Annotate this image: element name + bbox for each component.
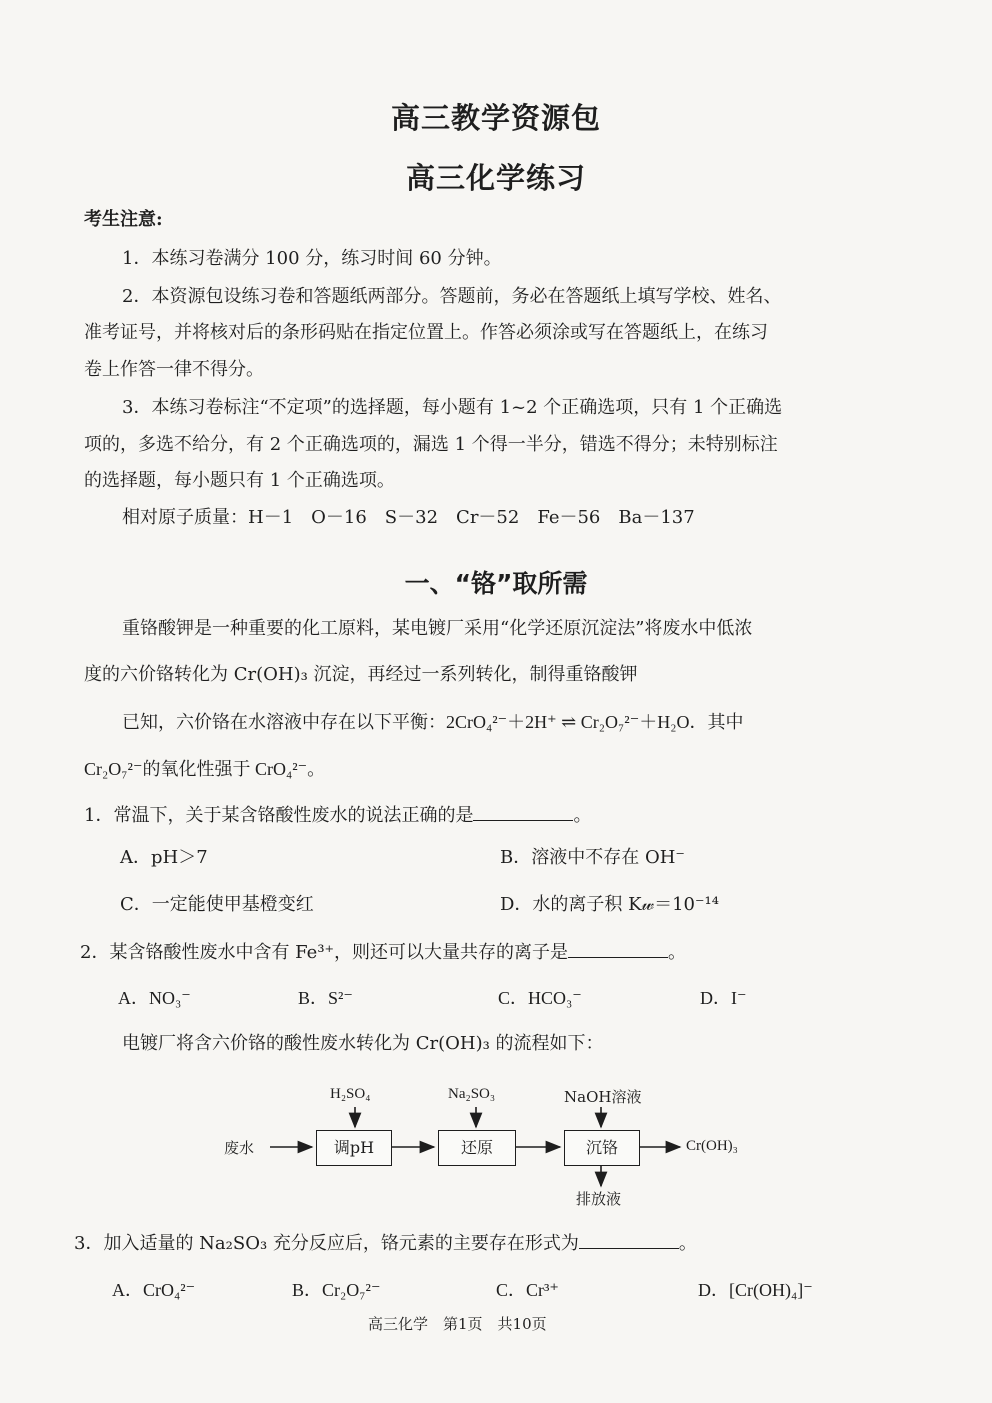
notice-item-3-line-3: 的选择题，每小题只有 1 个正确选项。 — [84, 470, 395, 491]
document-subtitle: 高三化学练习 — [405, 161, 586, 195]
question-2-stem: 2．某含铬酸性废水中含有 Fe³⁺，则还可以大量共存的离子是 — [80, 942, 569, 963]
notice-heading: 考生注意: — [84, 209, 163, 230]
question-2-option-d: D．I⁻ — [700, 988, 747, 1008]
question-1-option-b: B．溶液中不存在 OH⁻ — [500, 847, 685, 868]
flow-step-reduce: 还原 — [438, 1130, 516, 1166]
question-2-end: 。 — [668, 942, 687, 963]
notice-item-2-line-3: 卷上作答一律不得分。 — [84, 359, 264, 380]
question-3-answer-blank[interactable] — [579, 1230, 679, 1249]
question-3-option-c: C．Cr³⁺ — [496, 1280, 559, 1300]
question-1-end: 。 — [573, 805, 592, 826]
atomic-masses: 相对原子质量：H－1 O－16 S－32 Cr－52 Fe－56 Ba－137 — [122, 507, 695, 528]
question-1-option-c: C．一定能使甲基橙变红 — [120, 894, 314, 915]
notice-item-2-line-2: 准考证号，并将核对后的条形码贴在指定位置上。作答必须涂或写在答题纸上，在练习 — [84, 322, 768, 343]
document-title: 高三教学资源包 — [390, 101, 601, 135]
question-1-stem: 1．常温下，关于某含铬酸性废水的说法正确的是 — [84, 805, 474, 826]
question-3-option-d: D．[Cr(OH)₄]⁻ — [698, 1280, 813, 1300]
flow-step-precipitate: 沉铬 — [564, 1130, 640, 1166]
equilibrium-line-2: Cr₂O₇²⁻的氧化性强于 CrO₄²⁻。 — [84, 759, 326, 779]
notice-item-3-line-1: 3．本练习卷标注“不定项”的选择题，每小题有 1~2 个正确选项，只有 1 个正确选 — [122, 397, 783, 418]
question-2-option-c: C．HCO₃⁻ — [498, 988, 582, 1008]
flow-caption: 电镀厂将含六价铬的酸性废水转化为 Cr(OH)₃ 的流程如下： — [122, 1033, 604, 1054]
section-intro-line-1: 重铬酸钾是一种重要的化工原料，某电镀厂采用“化学还原沉淀法”将废水中低浓 — [122, 618, 753, 639]
equilibrium-line-1: 已知，六价铬在水溶液中存在以下平衡：2CrO₄²⁻＋2H⁺ ⇌ Cr₂O₇²⁻＋H₂O．其中 — [122, 712, 744, 732]
section-title: 一、“铬”取所需 — [404, 569, 588, 598]
question-2-option-b: B．S²⁻ — [298, 988, 353, 1008]
notice-item-3-line-2: 项的，多选不给分，有 2 个正确选项的，漏选 1 个得一半分，错选不得分；未特别标注 — [84, 434, 778, 455]
flow-reagent-naoh: NaOH溶液 — [564, 1088, 642, 1106]
flow-reagent-na2so3: Na₂SO₃ — [448, 1086, 496, 1102]
notice-item-2-line-1: 2．本资源包设练习卷和答题纸两部分。答题前，务必在答题纸上填写学校、姓名、 — [122, 286, 782, 307]
page-footer: 高三化学 第1页 共10页 — [368, 1315, 547, 1333]
notice-item-1: 1．本练习卷满分 100 分，练习时间 60 分钟。 — [122, 248, 502, 269]
flow-waste-label: 排放液 — [576, 1190, 622, 1208]
question-2-option-a: A．NO₃⁻ — [118, 988, 191, 1008]
flow-step-adjust-ph: 调pH — [316, 1130, 392, 1166]
flow-output-label: Cr(OH)₃ — [686, 1138, 738, 1154]
flow-reagent-h2so4: H₂SO₄ — [330, 1086, 371, 1102]
question-3 — [74, 1230, 697, 1256]
question-3-option-a: A．CrO₄²⁻ — [112, 1280, 196, 1300]
flow-input-label: 废水 — [224, 1139, 255, 1157]
question-3-option-b: B．Cr₂O₇²⁻ — [292, 1280, 381, 1300]
question-1-option-d: D．水的离子积 K𝓌＝10⁻¹⁴ — [500, 894, 719, 915]
question-1-option-a: A．pH＞7 — [120, 847, 208, 868]
question-3-end: 。 — [678, 1233, 697, 1254]
question-3-stem: 3．加入适量的 Na₂SO₃ 充分反应后，铬元素的主要存在形式为 — [74, 1233, 579, 1254]
section-intro-line-2: 度的六价铬转化为 Cr(OH)₃ 沉淀，再经过一系列转化，制得重铬酸钾 — [84, 664, 638, 685]
